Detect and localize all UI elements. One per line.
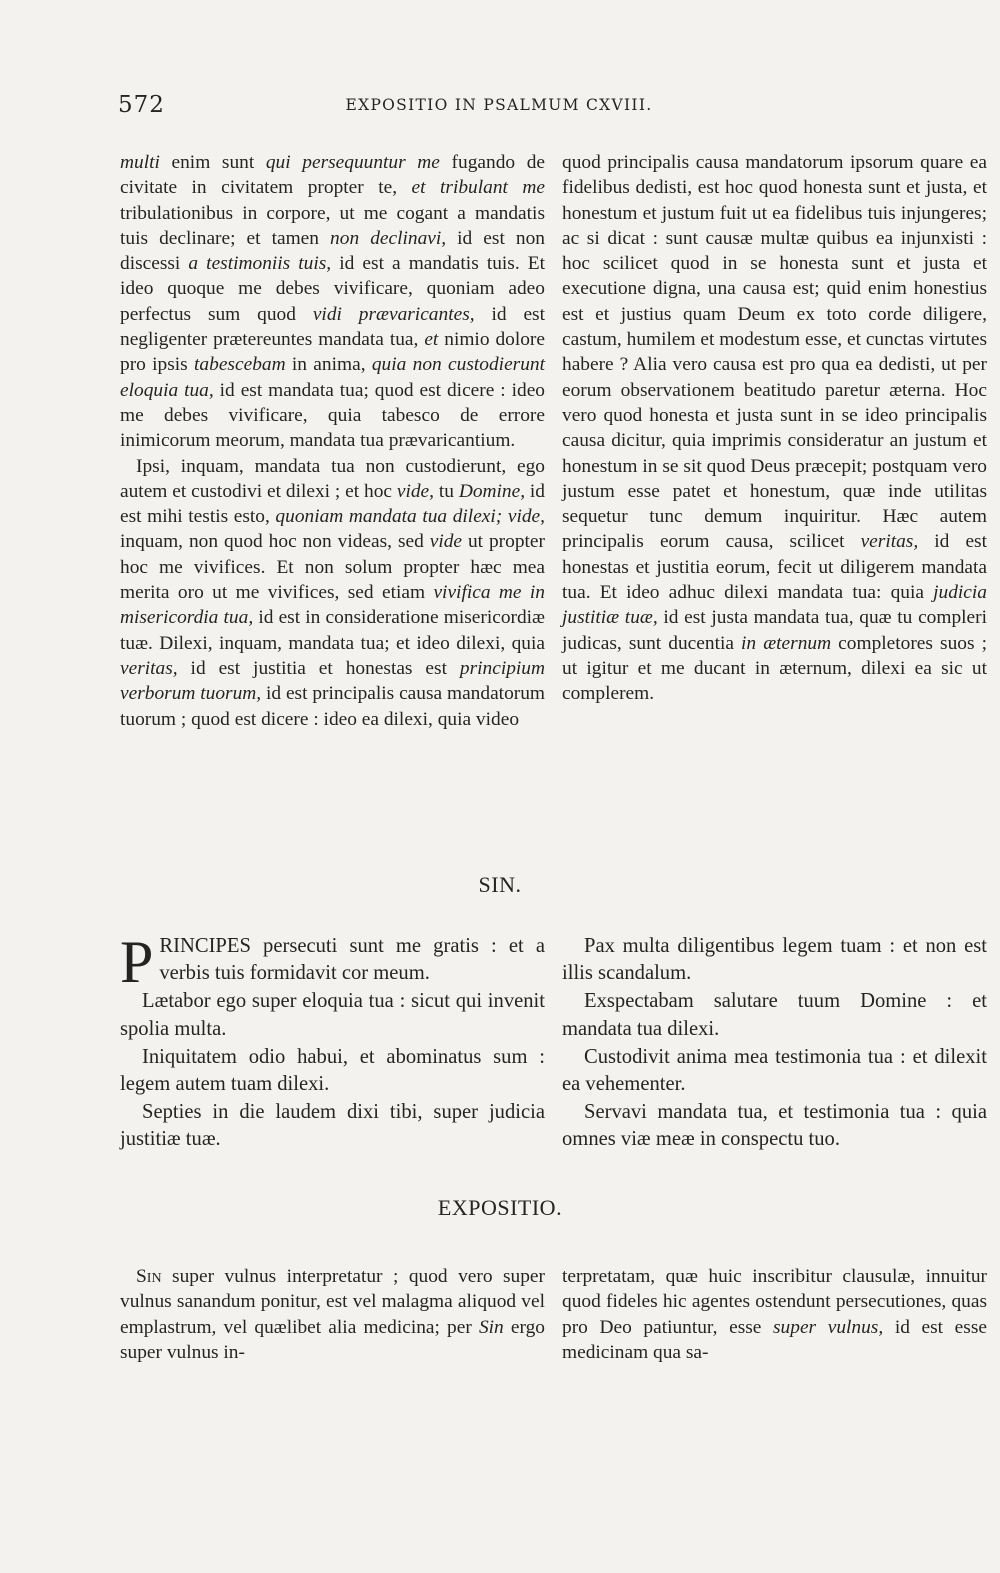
italic-text: multi (120, 152, 160, 173)
italic-text: veritas, (120, 657, 178, 679)
text-run: inquam, non quod hoc non videas, sed (120, 531, 430, 553)
psalm-verse: Septies in die laudem dixi tibi, super judicia justitiæ tuæ. (120, 1101, 545, 1151)
expositio-heading: EXPOSITIO. (437, 1195, 563, 1220)
text-run: id est honestas et justitia eorum, fecit ut diligerem mandata tua. Et ideo adhuc dilexi mandata tua: quia (562, 531, 987, 604)
italic-text: principium verborum tuorum, (120, 657, 545, 705)
italic-text: in æternum (741, 632, 832, 654)
text-run: id est justitia et honestas est (177, 657, 460, 679)
text-run: completores suos ; ut igitur et me ducant in æternum, dilexi ea sic ut complerem. (562, 632, 987, 705)
section-heading: SIN. (478, 872, 522, 897)
psalm-verse: Iniquitatem odio habui, et abominatus sum : legem autem tuam dilexi. (120, 1045, 545, 1096)
italic-text: non declinavi, (330, 227, 447, 249)
psalm-verse: Lætabor ego super eloquia tua : sicut qui invenit spolia multa. (120, 990, 545, 1040)
text-run: terpretatam, quæ huic inscribitur clausulæ, innuitur quod fideles hic agentes ostendunt persecutiones, quas pro Deo patiuntur, esse (562, 1266, 987, 1338)
page-header (118, 92, 880, 122)
italic-text: veritas, (860, 531, 919, 553)
italic-text: Domine, (458, 480, 526, 502)
text-run: tu (434, 480, 459, 502)
psalm-verse (120, 929, 545, 995)
italic-text: Sin (478, 1316, 504, 1338)
text-run: id est a mandatis tuis. Et ideo quoque me debes vivificare, quoniam adeo perfectus sum quod (120, 253, 545, 325)
commentary-paragraph (120, 454, 545, 732)
text-run: ergo super vulnus in- (120, 1316, 546, 1363)
psalm-verse: Exspectabam salutare tuum Domine : et mandata tua dilexi. (562, 990, 987, 1040)
text-run: id est principalis causa mandatorum tuorum ; quod est dicere : ideo ea dilexi, quia video (120, 683, 545, 730)
psalm-verse: Custodivit anima mea testimonia tua : et dilexit ea vehementer. (562, 1045, 987, 1096)
text-run: super vulnus interpretatur ; quod vero super vulnus sanandum ponitur, est vel malagma aliquod vel emplastrum, vel quælibet alia medicina; per (120, 1266, 545, 1338)
expositio-left-column (120, 1264, 545, 1365)
text-run: nimio dolore pro ipsis (120, 329, 545, 376)
text-run: in anima, (285, 354, 372, 376)
text-run: id est negligenter prætereuntes mandata tua, (120, 303, 545, 351)
drop-cap: P (120, 929, 154, 995)
italic-text: qui persequuntur me (265, 152, 440, 173)
italic-text: vide, (396, 480, 435, 502)
italic-text: a testimoniis tuis, (188, 253, 332, 275)
text-run: ut propter hoc me vivifices. Et non solum propter hæc mea merita oro ut me vivifices, sed etiam (120, 531, 545, 604)
commentary-paragraph (562, 150, 987, 707)
italic-text: et (424, 329, 439, 351)
commentary-right-column (562, 150, 987, 707)
psalm-text-left-column (120, 929, 545, 1155)
psalm-text-right-column (562, 933, 987, 1155)
text-run: id est in consideratione misericordiæ tuæ. Dilexi, inquam, mandata tua; et ideo dilexi, quia (120, 607, 545, 654)
psalm-verse: Servavi mandata tua, et testimonia tua : quia omnes viæ meæ in conspectu tuo. (562, 1101, 987, 1151)
italic-text: quoniam mandata tua dilexi; vide, (275, 506, 545, 528)
commentary-paragraph (120, 150, 545, 454)
italic-text: vide (429, 531, 463, 553)
italic-text: quia non custodierunt eloquia tua, (120, 354, 545, 401)
italic-text: vivifica me in misericordia tua, (120, 582, 545, 629)
italic-text: super vulnus, (773, 1316, 884, 1338)
text-run: fugando de civitate in civitatem propter te, (120, 152, 546, 199)
text-run: id est esse medicinam qua sa- (562, 1316, 987, 1363)
text-run: quod principalis causa mandatorum ipsorum quare ea fidelibus dedisti, est hoc quod honesta sunt et justa, et honestum et justum fuit ut ea fidelibus tuis injungeres; ac si dicat : sunt causæ multæ quibus ea injunxisti : hoc scilicet quod in se honesta sunt et justa et executione digna, una causa est; quid enim honestius est et justius quam Deum ex toto corde diligere, castum, humilem et modestum esse, et cunctas virtutes habere ? Alia vero causa est pro qua ea dedisti, ut per eorum observationem beatitudo paretur æterna. Hoc vero quod honesta et justa sunt in se ideo principalis causa dicitur, quia imprimis consideratur an justum et honestum in se sit quod Deus præcepit; postquam vero justum esse patet et honestum, quæ inde utilitas sequetur tunc demum inquiritur. Hæc autem principalis eorum causa, scilicet (562, 152, 987, 553)
text-run: tribulationibus in corpore, ut me cogant a mandatis tuis declinare; et tamen (120, 202, 545, 249)
italic-text: vidi prævaricantes, (312, 303, 475, 325)
page-number: 572 (118, 92, 165, 118)
italic-text: et tribulant me (411, 177, 545, 199)
text-run: id est justa mandata tua, quæ tu compleri judicas, sunt ducentia (562, 607, 987, 654)
small-caps-text: Sin (136, 1266, 162, 1287)
commentary-left-column (120, 150, 545, 732)
italic-text: judicia justitiæ tuæ, (562, 582, 987, 629)
text-run: enim sunt (159, 152, 266, 173)
verse-text: RINCIPES persecuti sunt me gratis : et a verbis tuis formidavit cor meum. (159, 935, 545, 985)
italic-text: tabescebam (194, 354, 286, 376)
expositio-paragraph (120, 1264, 545, 1365)
text-run: id est non discessi (120, 227, 545, 275)
running-head: EXPOSITIO IN PSALMUM CXVIII. (345, 96, 653, 114)
text-run: id est mihi testis esto, (120, 480, 546, 528)
text-run: id est mandata tua; quod est dicere : ideo me debes vivificare, quia tabesco de errore inimicorum meorum, mandata tua prævaricantium. (120, 379, 545, 452)
text-run: Ipsi, inquam, mandata tua non custodierunt, ego autem et custodivi et dilexi ; et hoc (120, 455, 545, 502)
psalm-verse: Pax multa diligentibus legem tuam : et non est illis scandalum. (562, 935, 987, 985)
expositio-paragraph (562, 1264, 987, 1365)
expositio-right-column (562, 1264, 987, 1365)
